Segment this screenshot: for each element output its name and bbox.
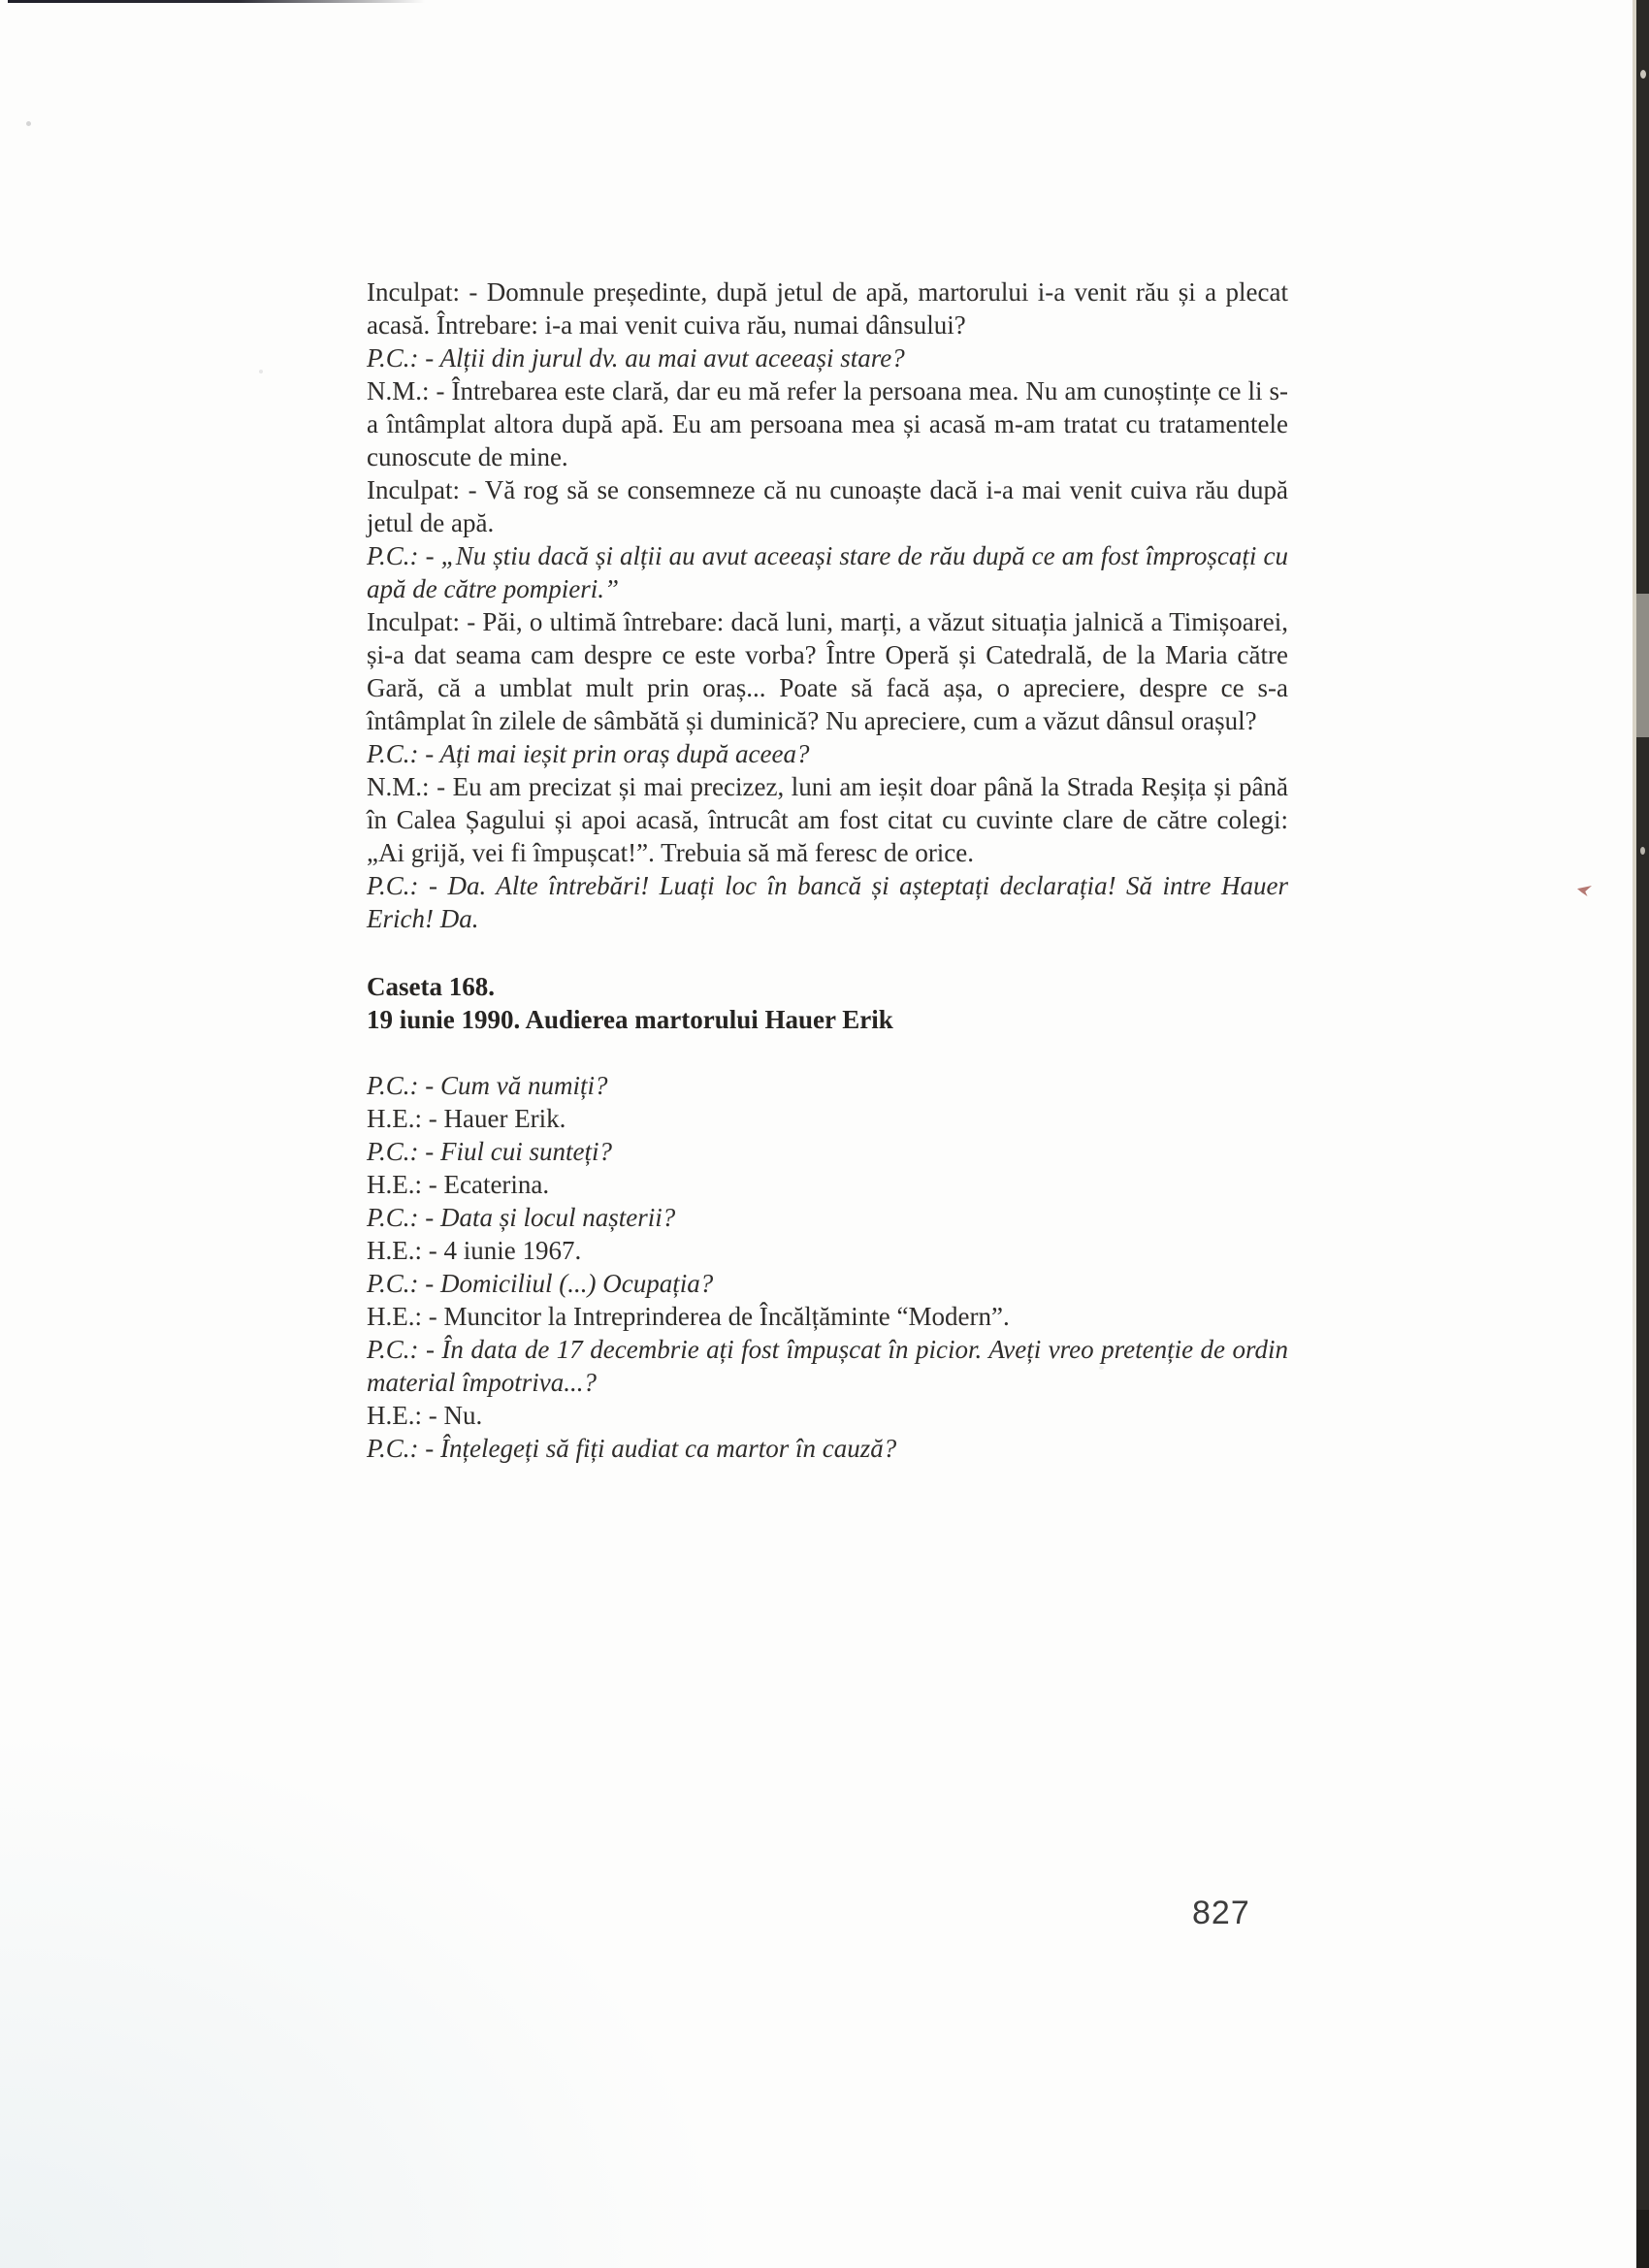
- transcript-paragraph: P.C.: - Data și locul nașterii?: [367, 1203, 676, 1232]
- transcript-paragraph: H.E.: - Hauer Erik.: [367, 1104, 566, 1133]
- scan-edge-dot: [1640, 70, 1646, 79]
- dust-speck: [26, 121, 31, 126]
- scan-artifact-top-line: [8, 0, 425, 3]
- scan-edge-bar-light-segment: [1636, 594, 1649, 737]
- transcript-text-block: [367, 275, 1288, 1465]
- transcript-part-1: [367, 275, 1288, 935]
- dust-speck: [259, 370, 263, 373]
- transcript-paragraph: H.E.: - Nu.: [367, 1401, 483, 1430]
- section-heading: [367, 970, 1288, 1036]
- scan-edge-bar-right: [1636, 0, 1649, 2268]
- scan-edge-dot: [1640, 847, 1645, 855]
- transcript-paragraph: P.C.: - Ați mai ieșit prin oraș după aceea?: [367, 739, 810, 768]
- transcript-paragraph: Inculpat: - Vă rog să se consemneze că nu cunoaște dacă i-a mai venit cuiva rău după jetul de apă.: [367, 475, 1288, 537]
- transcript-paragraph: N.M.: - Eu am precizat și mai precizez, luni am ieșit doar până la Strada Reșița și până în Calea Șagului și apoi acasă, întrucât am fost citat cu cuvinte clare de către colegi: „Ai grijă, vei fi împușcat!”. Trebuia să mă feresc de orice.: [367, 772, 1288, 867]
- page-number: 827: [1192, 1895, 1250, 1931]
- section-heading-caseta: Caseta 168.: [367, 972, 495, 1001]
- transcript-paragraph: P.C.: - „Nu știu dacă și alții au avut aceeași stare de rău după ce am fost împroșcați cu apă de către pompieri.”: [367, 541, 1288, 603]
- transcript-paragraph: Inculpat: - Păi, o ultimă întrebare: dacă luni, marți, a văzut situația jalnică a Timișoarei, și-a dat seama cam despre ce este vorba? Între Operă și Catedrală, de la Maria către Gară, că a umblat mult prin oraș... Poate să facă așa, o apreciere, despre ce s-a întâmplat în zilele de sâmbătă și duminică? Nu apreciere, cum a văzut dânsul orașul?: [367, 607, 1288, 735]
- transcript-paragraph: H.E.: - Muncitor la Intreprinderea de Încălțăminte “Modern”.: [367, 1302, 1010, 1331]
- transcript-paragraph: P.C.: - Înțelegeți să fiți audiat ca martor în cauză?: [367, 1434, 897, 1463]
- transcript-paragraph: P.C.: - Da. Alte întrebări! Luați loc în bancă și așteptați declarația! Să intre Hauer Erich! Da.: [367, 871, 1288, 933]
- transcript-paragraph: P.C.: - Cum vă numiți?: [367, 1071, 608, 1100]
- transcript-paragraph: P.C.: - Alții din jurul dv. au mai avut aceeași stare?: [367, 343, 905, 373]
- transcript-paragraph: P.C.: - Domiciliul (...) Ocupația?: [367, 1269, 714, 1298]
- transcript-paragraph: H.E.: - 4 iunie 1967.: [367, 1236, 582, 1265]
- transcript-paragraph: Inculpat: - Domnule președinte, după jetul de apă, martorului i-a venit rău și a plecat acasă. Întrebare: i-a mai venit cuiva rău, numai dânsului?: [367, 277, 1288, 340]
- scan-edge-bar-bottom-tip: [1636, 2210, 1649, 2268]
- transcript-paragraph: N.M.: - Întrebarea este clară, dar eu mă refer la persoana mea. Nu am cunoștințe ce li s-a întâmplat altora după apă. Eu am persoana mea și acasă m-am tratat cu tratamentele cunoscute de mine.: [367, 376, 1288, 471]
- scan-shadow-bottom-left: [0, 1725, 737, 2268]
- transcript-paragraph: H.E.: - Ecaterina.: [367, 1170, 550, 1199]
- transcript-paragraph: P.C.: - În data de 17 decembrie ați fost împușcat în picior. Aveți vreo pretenție de ordin material împotriva...?: [367, 1335, 1288, 1397]
- dust-speck: [1099, 1366, 1104, 1370]
- transcript-part-2: [367, 1069, 1288, 1465]
- red-ink-mark: [1577, 886, 1592, 896]
- section-heading-date-title: 19 iunie 1990. Audierea martorului Hauer Erik: [367, 1005, 893, 1034]
- transcript-paragraph: P.C.: - Fiul cui sunteți?: [367, 1137, 612, 1166]
